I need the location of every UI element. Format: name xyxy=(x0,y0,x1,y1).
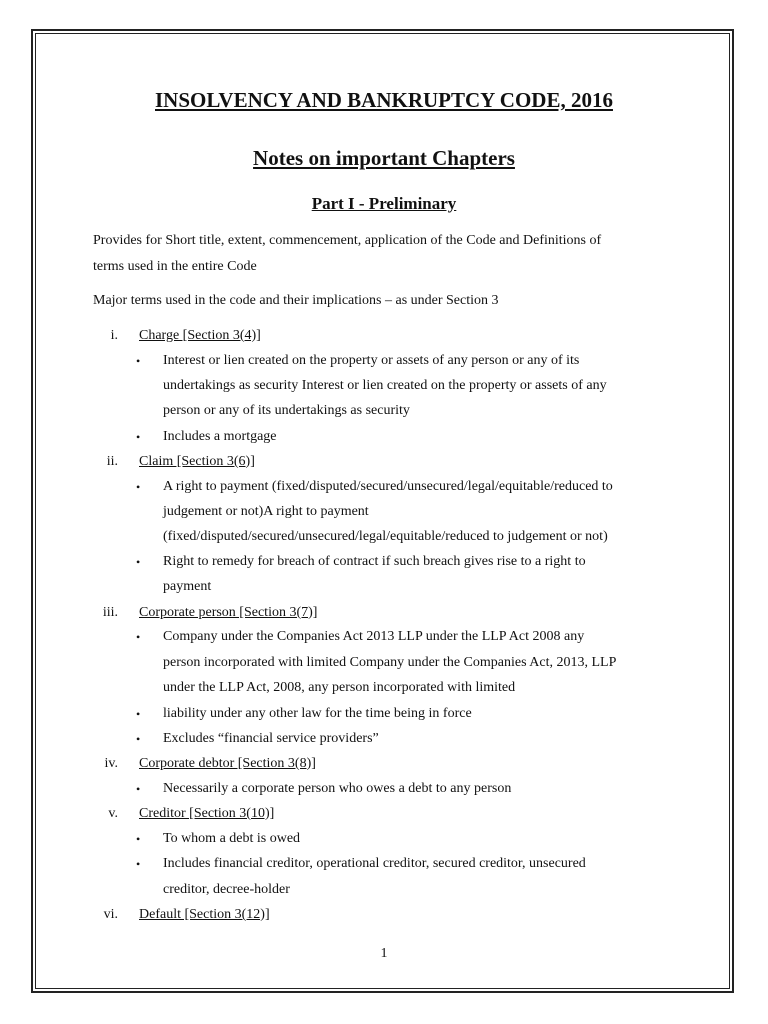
major-terms-line: Major terms used in the code and their implications – as under Section 3 xyxy=(93,293,499,308)
bullet-text: Interest or lien created on the property or assets of any person or any of its xyxy=(163,353,580,368)
bullet-text: (fixed/disputed/secured/unsecured/legal/equitable/reduced to judgement or not) xyxy=(163,529,608,544)
section-heading: Claim [Section 3(6)] xyxy=(139,454,255,469)
section-numeral: iii. xyxy=(102,605,118,620)
bullet-text: Company under the Companies Act 2013 LLP under the LLP Act 2008 any xyxy=(163,629,585,644)
section-heading: Creditor [Section 3(10)] xyxy=(139,806,275,821)
bullet-text: liability under any other law for the time being in force xyxy=(163,706,472,721)
bullet-text: Includes financial creditor, operational creditor, secured creditor, unsecured xyxy=(163,856,586,871)
intro-line: Provides for Short title, extent, commencement, application of the Code and Definitions of xyxy=(93,233,602,248)
bullet-text: Includes a mortgage xyxy=(163,429,277,444)
bullet-icon: • xyxy=(136,732,141,746)
bullet-icon: • xyxy=(136,555,141,569)
bullet-icon: • xyxy=(136,832,141,846)
bullet-text: To whom a debt is owed xyxy=(163,831,301,846)
section-heading: Corporate debtor [Section 3(8)] xyxy=(139,756,316,771)
document-subtitle: Notes on important Chapters xyxy=(253,146,515,170)
section-heading: Default [Section 3(12)] xyxy=(139,907,270,922)
bullet-icon: • xyxy=(136,782,141,796)
bullet-text: Necessarily a corporate person who owes a debt to any person xyxy=(163,781,512,796)
bullet-text: creditor, decree-holder xyxy=(163,882,290,897)
intro-line: terms used in the entire Code xyxy=(93,259,257,274)
bullet-text: undertakings as security Interest or lien created on the property or assets of any xyxy=(163,378,607,393)
section-numeral: vi. xyxy=(103,907,118,922)
document-title: INSOLVENCY AND BANKRUPTCY CODE, 2016 xyxy=(155,88,613,112)
page-number: 1 xyxy=(380,946,388,961)
bullet-icon: • xyxy=(136,630,141,644)
bullet-icon: • xyxy=(136,354,141,368)
bullet-text: payment xyxy=(163,579,212,594)
bullet-text: A right to payment (fixed/disputed/secured/unsecured/legal/equitable/reduced to xyxy=(163,479,613,494)
section-numeral: v. xyxy=(108,806,118,821)
section-heading: Corporate person [Section 3(7)] xyxy=(139,605,318,620)
section-numeral: iv. xyxy=(104,756,118,771)
section-heading: Charge [Section 3(4)] xyxy=(139,328,261,343)
section-numeral: ii. xyxy=(106,454,118,469)
bullet-icon: • xyxy=(136,707,141,721)
bullet-text: Excludes “financial service providers” xyxy=(163,731,379,746)
section-numeral: i. xyxy=(110,328,118,343)
bullet-text: Right to remedy for breach of contract if such breach gives rise to a right to xyxy=(163,554,586,569)
bullet-text: judgement or not)A right to payment xyxy=(163,504,369,519)
bullet-icon: • xyxy=(136,430,141,444)
bullet-icon: • xyxy=(136,480,141,494)
bullet-icon: • xyxy=(136,857,141,871)
bullet-text: person or any of its undertakings as security xyxy=(163,403,410,418)
bullet-text: under the LLP Act, 2008, any person incorporated with limited xyxy=(163,680,516,695)
part-heading: Part I - Preliminary xyxy=(311,194,457,213)
bullet-text: person incorporated with limited Company under the Companies Act, 2013, LLP xyxy=(163,655,617,670)
